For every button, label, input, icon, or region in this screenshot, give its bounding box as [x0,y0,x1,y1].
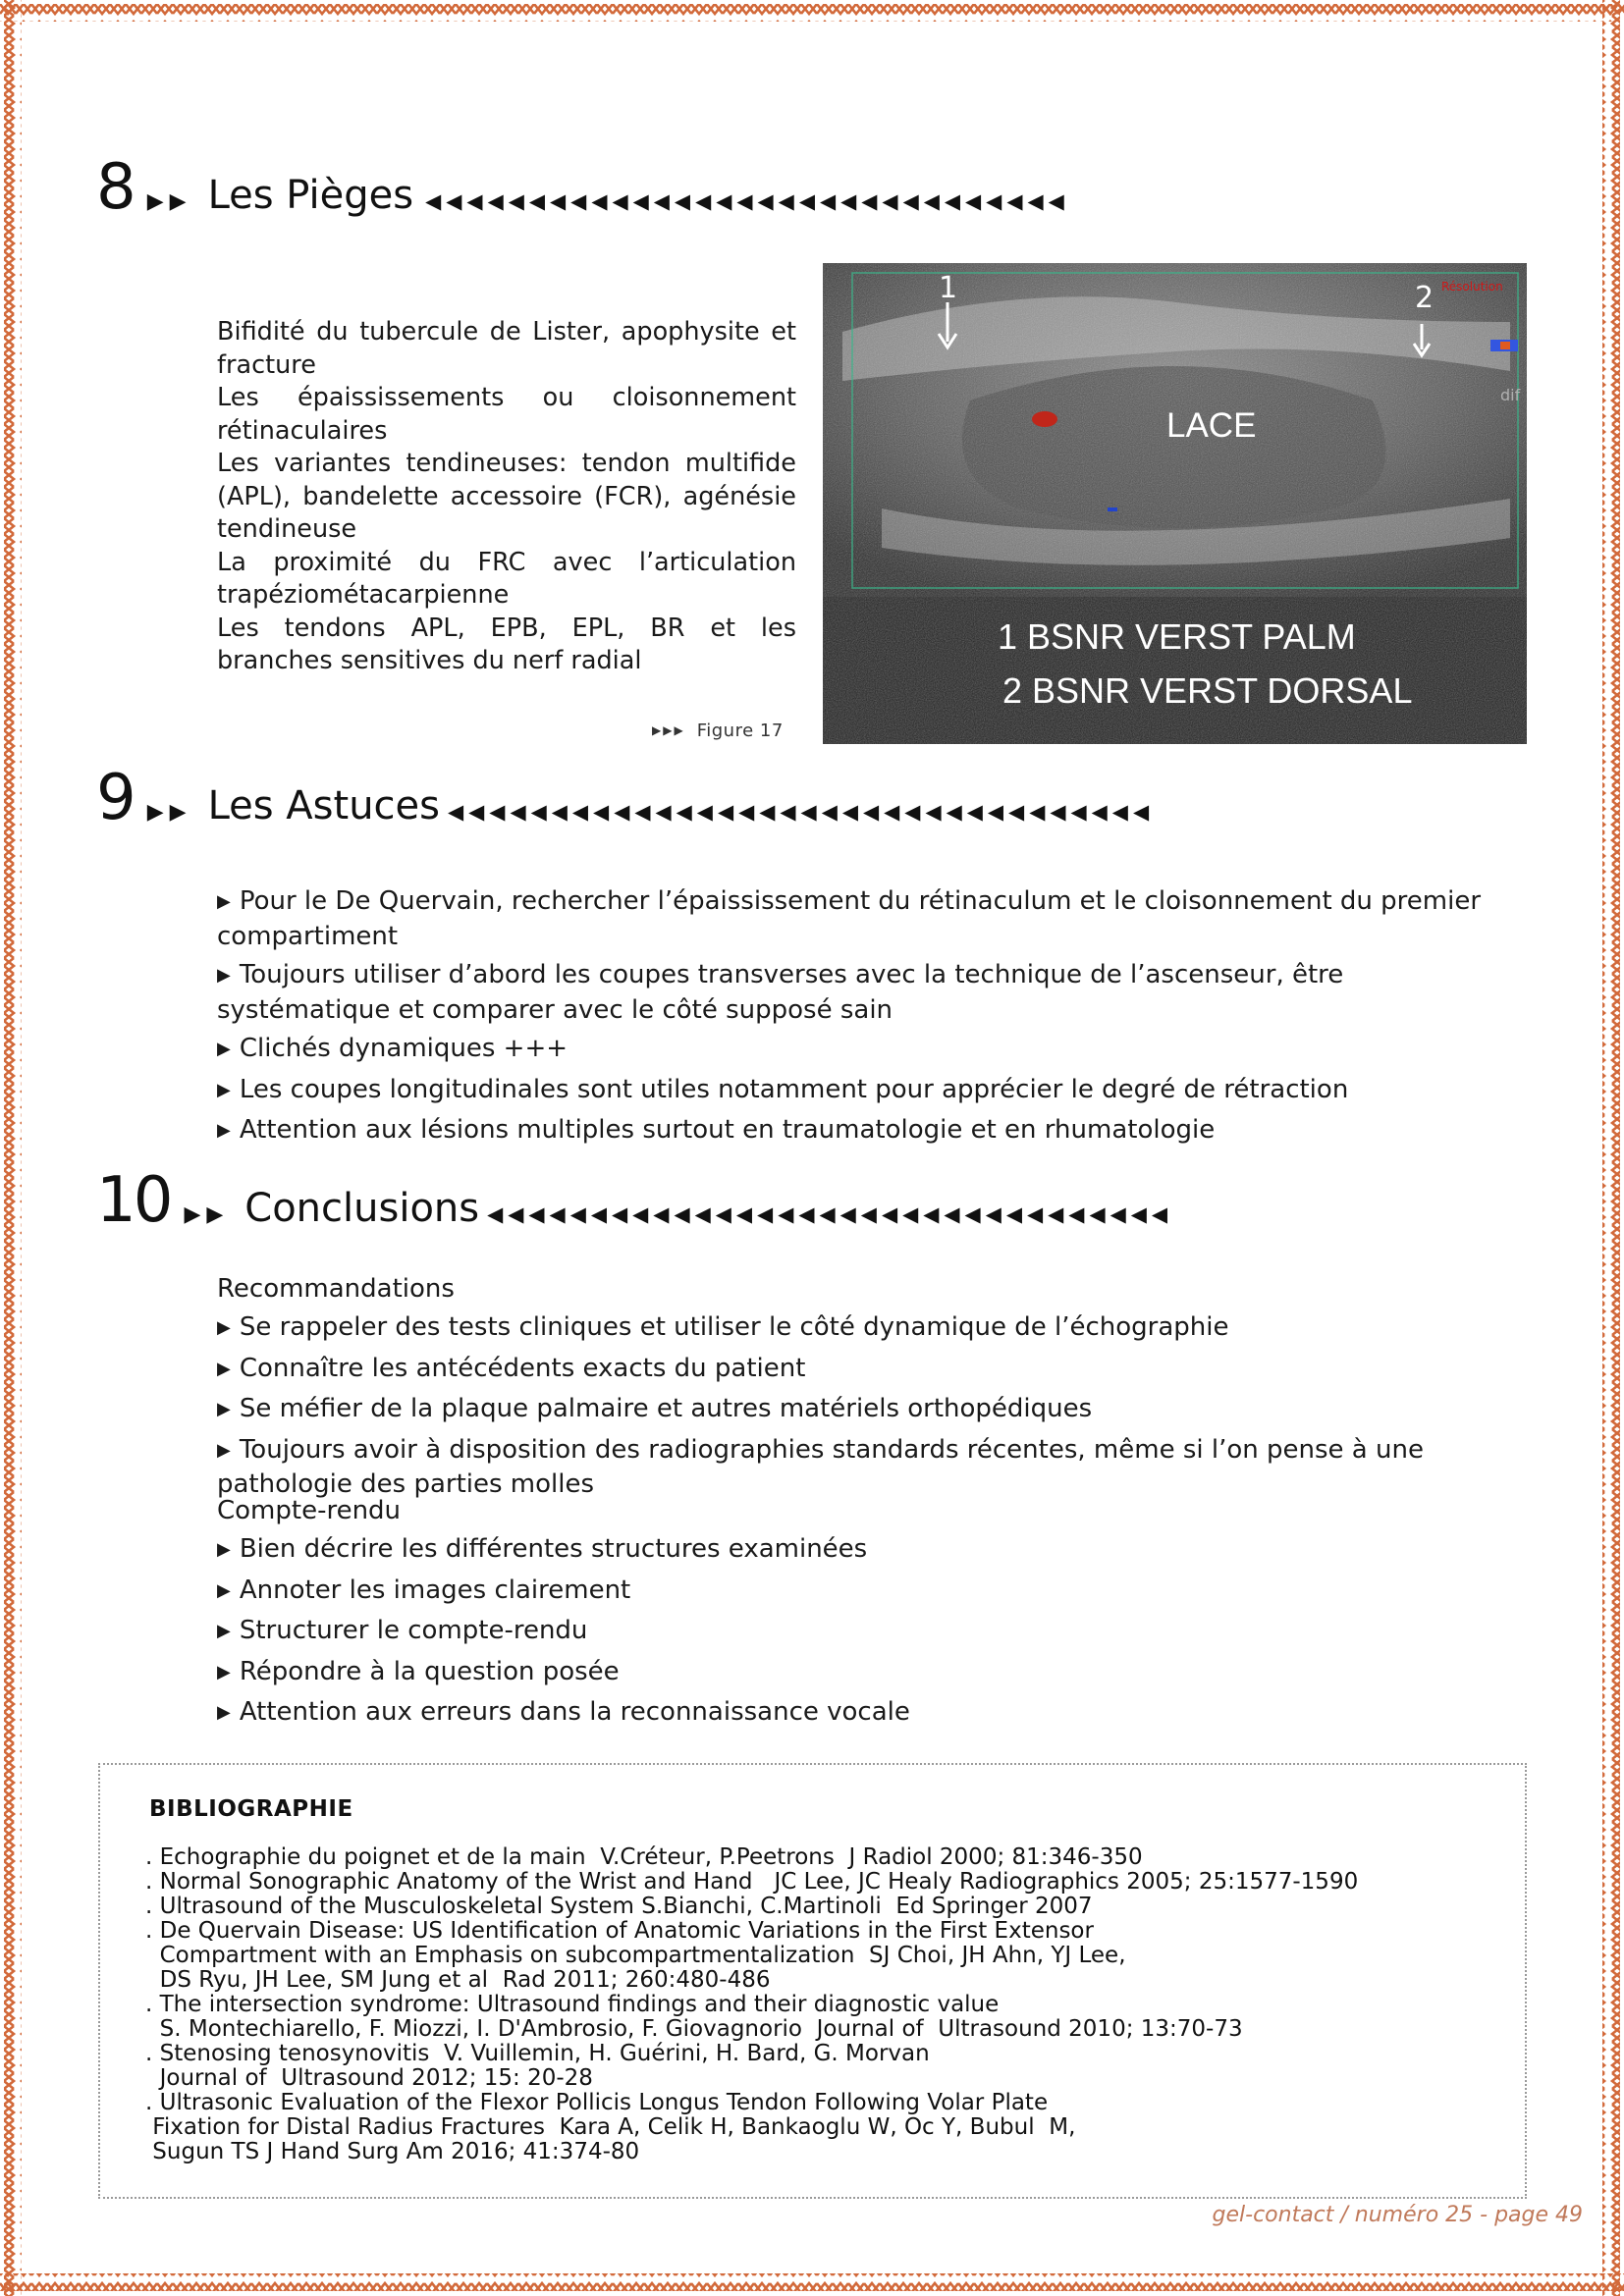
ultrasound-scan-graphic [823,263,1527,744]
pitfall-item: Les tendons APL, EPB, EPL, BR et les branches sensitives du nerf radial [217,613,796,675]
pitfall-item: Les variantes tendineuses: tendon multifide (APL), bandelette accessoire (FCR), agénésie tendineuse [217,449,796,544]
bibliography-line: . Ultrasound of the Musculoskeletal System S.Bianchi, C.Martinoli Ed Springer 2007 [145,1894,1093,1919]
figure-caption-text: Figure 17 [696,721,784,741]
triangle-arrows-icon: ◀◀◀◀◀◀◀◀◀◀◀◀◀◀◀◀◀◀◀◀◀◀◀◀◀◀◀◀◀◀◀◀◀◀ [448,800,1155,824]
triangle-arrows-icon: ▶▶ [146,800,192,825]
section-10-heading [96,1164,1172,1237]
list-item: ▶ Toujours utiliser d’abord les coupes transverses avec la technique de l’ascenseur, être systématique et comparer avec le côté supposé sain [217,959,1493,1027]
triangle-arrows-icon: ◀◀◀◀◀◀◀◀◀◀◀◀◀◀◀◀◀◀◀◀◀◀◀◀◀◀◀◀◀◀◀ [425,189,1069,213]
report-subheading: Compte-rendu [217,1496,402,1525]
pitfall-item: Les épaississements ou cloisonnement rétinaculaires [217,383,796,446]
list-item: ▶ Les coupes longitudinales sont utiles notamment pour apprécier le degré de rétraction [217,1074,1493,1109]
tips-list [217,885,1493,1155]
pitfall-item: La proximité du FRC avec l’articulation trapéziométacarpienne [217,547,796,610]
bibliography-line: . Normal Sonographic Anatomy of the Wrist and Hand JC Lee, JC Healy Radiographics 2005; 25:1577-1590 [145,1869,1359,1895]
recommendations-list [217,1311,1493,1508]
annotation-line-1: 1 BSNR VERST PALM [998,616,1356,657]
marker-1-label: 1 [939,271,958,305]
bibliography-line: . The intersection syndrome: Ultrasound findings and their diagnostic value [145,1992,1000,2017]
section-9-title: Les Astuces [207,783,440,828]
list-item: ▶ Attention aux erreurs dans la reconnaissance vocale [217,1696,1493,1732]
list-item: ▶ Structurer le compte-rendu [217,1615,1493,1650]
section-8-heading [96,151,1069,224]
annotation-line-2: 2 BSNR VERST DORSAL [1002,670,1413,711]
list-item: ▶ Clichés dynamiques +++ [217,1033,1493,1068]
lace-label: LACE [1166,406,1257,445]
section-10-number: 10 [96,1164,171,1237]
bibliography-line: . De Quervain Disease: US Identification of Anatomic Variations in the First Extensor [145,1918,1094,1944]
recommendations-subheading: Recommandations [217,1274,455,1304]
list-item: ▶ Se méfier de la plaque palmaire et autres matériels orthopédiques [217,1393,1493,1428]
section-9-heading [96,762,1154,834]
bibliography-line: . Echographie du poignet et de la main V.Créteur, P.Peetrons J Radiol 2000; 81:346-350 [145,1844,1143,1870]
section-8-title: Les Pièges [207,173,414,218]
bibliography-box [98,1763,1527,2199]
pitfalls-list [217,316,796,678]
list-item: ▶ Attention aux lésions multiples surtout en traumatologie et en rhumatologie [217,1114,1493,1149]
triangle-arrows-icon: ▶▶ [146,189,192,214]
triangle-arrows-icon: ◀◀◀◀◀◀◀◀◀◀◀◀◀◀◀◀◀◀◀◀◀◀◀◀◀◀◀◀◀◀◀◀◀ [487,1202,1173,1226]
bibliography-line: . Ultrasonic Evaluation of the Flexor Pollicis Longus Tendon Following Volar Plate [145,2090,1049,2115]
list-item: ▶ Connaître les antécédents exacts du patient [217,1353,1493,1388]
page-footer: gel-contact / numéro 25 - page 49 [1212,2203,1583,2227]
list-item: ▶ Se rappeler des tests cliniques et utiliser le côté dynamique de l’échographie [217,1311,1493,1347]
bibliography-line: Sugun TS J Hand Surg Am 2016; 41:374-80 [145,2139,640,2164]
list-item: ▶ Bien décrire les différentes structures examinées [217,1533,1493,1569]
list-item: ▶ Répondre à la question posée [217,1656,1493,1691]
bibliography-line: DS Ryu, JH Lee, SM Jung et al Rad 2011; 260:480-486 [145,1967,771,1993]
bibliography-line: . Stenosing tenosynovitis V. Vuillemin, H. Guérini, H. Bard, G. Morvan [145,2041,930,2066]
list-item: ▶ Toujours avoir à disposition des radiographies standards récentes, même si l’on pense à une pathologie des parties molles [217,1434,1493,1502]
figure-17-caption [652,721,784,741]
side-label: dif [1500,386,1521,404]
bibliography-list [145,1845,1358,2164]
triangle-arrows-icon: ▶▶▶ [652,723,685,737]
resolution-label: Résolution [1441,280,1503,294]
bibliography-line: Fixation for Distal Radius Fractures Kara A, Celik H, Bankaoglu W, Oc Y, Bubul M, [145,2114,1076,2140]
bibliography-line: Journal of Ultrasound 2012; 15: 20-28 [145,2065,593,2091]
pitfall-item: Bifidité du tubercule de Lister, apophysite et fracture [217,317,796,380]
bibliography-line: Compartment with an Emphasis on subcompartmentalization SJ Choi, JH Ahn, YJ Lee, [145,1943,1126,1968]
triangle-arrows-icon: ▶▶ [184,1202,230,1227]
ultrasound-image [823,263,1527,744]
bibliography-line: S. Montechiarello, F. Miozzi, I. D'Ambrosio, F. Giovagnorio Journal of Ultrasound 2010; 13:70-73 [145,2016,1243,2042]
section-8-number: 8 [96,151,134,224]
list-item: ▶ Annoter les images clairement [217,1575,1493,1610]
bibliography-title: BIBLIOGRAPHIE [149,1796,353,1822]
marker-2-label: 2 [1415,281,1435,315]
list-item: ▶ Pour le De Quervain, rechercher l’épaississement du rétinaculum et le cloisonnement du premier compartiment [217,885,1493,953]
section-10-title: Conclusions [244,1186,480,1231]
report-list [217,1533,1493,1737]
section-9-number: 9 [96,762,134,834]
